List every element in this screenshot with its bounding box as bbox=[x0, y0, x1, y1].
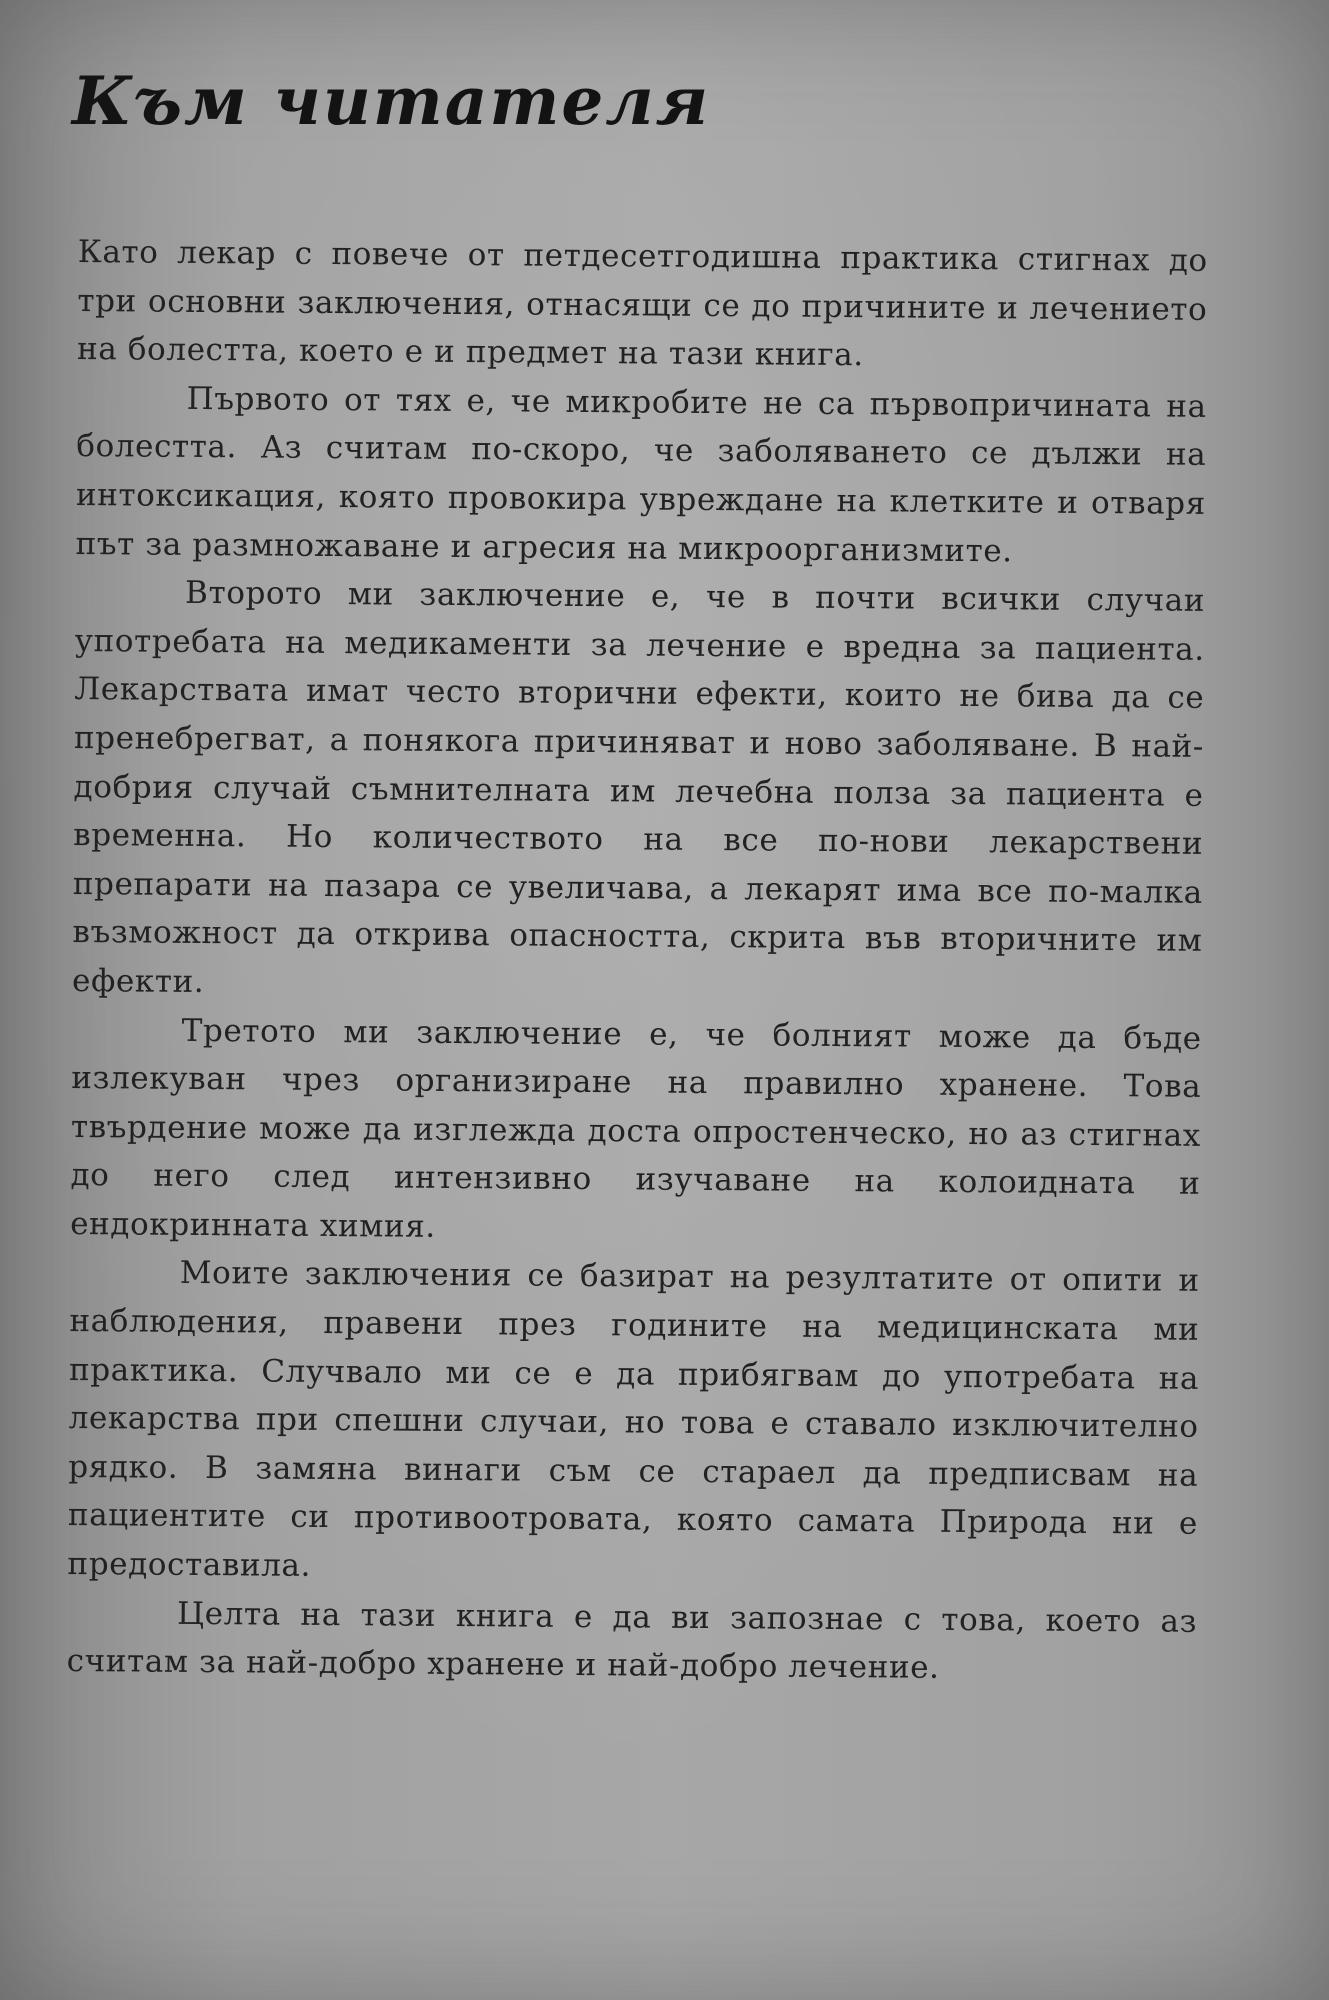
paragraph: Второто ми заключение е, че в почти всички случаи употребата на медикаменти за лечение е вредна за пациента. Лекарствата имат често вторични ефекти, които не бива да се пренебрегват, а понякога причиняват и ново заболяване. В най-добрия случай съмнителната им лечебна полза за пациента е временна. Но количеството на все по-нови лекарствени препарати на пазара се увеличава, а лекарят има все по-малка възможност да открива опасността, скрита във вторичните им ефекти. bbox=[71, 575, 1206, 1000]
paragraph: Моите заключения се базират на резултатите от опити и наблюдения, правени през годините на медицинската ми практика. Случвало ми се е да прибягвам до употребата на лекарства при спешни случаи, но това е ставало изключително рядко. В замяна винаги съм се стараел да предписвам на пациентите си противоотровата, която самата Природа ни е предоставила. bbox=[67, 1255, 1200, 1584]
paragraph: Като лекар с повече от петдесетгодишна практика стигнах до три основни заключения, отнасящи се до причините и лечението на болестта, което е и предмет на тази книга. bbox=[76, 233, 1208, 374]
paragraph: Третото ми заключение е, че болният може да бъде излекуван чрез организиране на правилно хранене. Това твърдение може да изглежда доста опростенческо, но аз стигнах до него след интензивно изучаване на колоидната и ендокринната химия. bbox=[70, 1012, 1202, 1245]
paragraph: Първото от тях е, че микробите не са първопричината на болестта. Аз считам по-скоро, че заболяването се дължи на интоксикация, която провокира увреждане на клетките и отваря път за размножаване и агресия на микроорганизмите. bbox=[75, 380, 1207, 569]
paragraph: Целта на тази книга е да ви запознае с това, което аз считам за най-добро хранене и най-добро лечение. bbox=[66, 1595, 1198, 1687]
page-body bbox=[67, 228, 1208, 1695]
page-title: Към читателя bbox=[72, 62, 711, 140]
